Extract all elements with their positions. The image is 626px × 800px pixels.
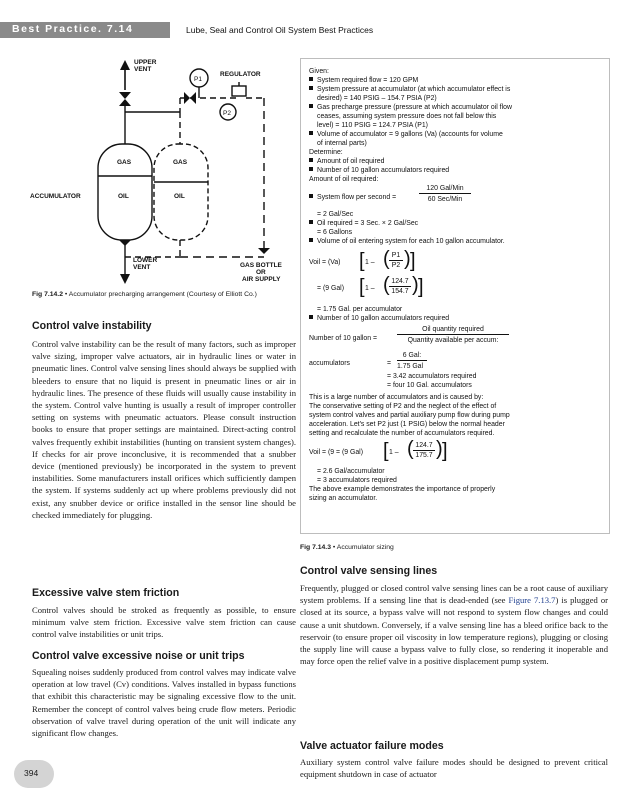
given-precharge-cont1: ceases, assuming system pressure does not fall below this — [317, 113, 497, 120]
paragraph-friction: Control valves should be stroked as frequently as possible, to ensure minimum valve stem friction. Excessive valve stem friction can cause control valve instabilities or unit trips. — [32, 605, 296, 640]
gas-right-label: GAS — [173, 159, 188, 166]
accumulator-precharging-diagram — [28, 52, 298, 288]
gas-bottle-label: GAS BOTTLE OR AIR SUPPLY — [240, 262, 282, 283]
fig-credit: (Courtesy of Elliott Co.) — [186, 291, 257, 298]
bracket2-close: ] — [418, 276, 424, 298]
flow-numerator: 120 Gal/Min — [419, 184, 471, 194]
bracket2-open: [ — [359, 276, 365, 298]
oil-right-label: OIL — [174, 193, 185, 200]
paren3-close: ) — [436, 438, 443, 460]
determine-accumulators: Number of 10 gallon accumulators required — [309, 166, 449, 175]
frac3-124-7: 124.7 — [413, 441, 435, 451]
fig-caption-text-2: Accumulator sizing — [336, 544, 394, 551]
frac3-175-7: 175.7 — [415, 452, 433, 459]
fig-7-14-2-caption — [32, 290, 272, 299]
section-tab — [0, 22, 170, 38]
heading-control-valve-instability: Control valve instability — [32, 320, 152, 332]
accumulators-word: accumulators — [309, 360, 350, 367]
paren-close: ) — [404, 248, 411, 270]
given-volume-cont: of internal parts) — [317, 140, 367, 147]
given-precharge-cont2: level) = 110 PSIG = 124.7 PSIA (P1) — [317, 122, 428, 129]
bullet: • — [64, 291, 68, 298]
given-pressure: System pressure at accumulator (at which accumulator effect is — [309, 85, 510, 94]
p2-label: P2 — [223, 110, 231, 117]
page-header — [0, 0, 626, 40]
voil-lhs: Voil = (Va) — [309, 259, 341, 266]
large-5: setting and recalculate the number of accumulators required. — [309, 430, 495, 437]
frac-124-7: 124.7 — [389, 277, 411, 287]
oil-left-label: OIL — [118, 193, 129, 200]
v3-lhs: Voil = (9 = (9 Gal) — [309, 449, 364, 456]
paren2-open: ( — [383, 274, 390, 296]
heading-noise: Control valve excessive noise or unit trips — [32, 650, 245, 662]
six-gal: 6 Gal: — [397, 351, 427, 361]
heading-stem-friction: Excessive valve stem friction — [32, 587, 180, 599]
paren3-open: ( — [407, 438, 414, 460]
paren2-close: ) — [412, 274, 419, 296]
large-3: system control valves and partial auxiliary pump flow during pump — [309, 412, 510, 419]
fig-number-2: Fig 7.14.3 — [300, 544, 331, 551]
given-precharge: Gas precharge pressure (pressure at which accumulator oil flow — [309, 103, 512, 112]
flow-result: = 2 Gal/Sec — [317, 211, 354, 218]
n10-numerator: Oil quantity required — [397, 325, 509, 335]
one-minus: 1 – — [365, 259, 375, 266]
running-title: Lube, Seal and Control Oil System Best Practices — [186, 25, 374, 35]
frac-154-7: 154.7 — [391, 288, 409, 295]
one-minus-2: 1 – — [365, 285, 375, 292]
upper-vent-label: UPPER VENT — [134, 59, 157, 73]
fig-caption-text: Accumulator precharging arrangement — [68, 291, 185, 298]
result-four: = four 10 Gal. accumulators — [387, 382, 472, 389]
bracket-close: ] — [410, 250, 416, 272]
heading-actuator-failure: Valve actuator failure modes — [300, 740, 444, 752]
paragraph-noise: Squealing noises suddenly produced from control valves may indicate valve operation at low travel (Cv) conditions. Valves installed in bypass functions that exhibit this characteristic may be signaling excessive flow to the unit. Remember the concept of control valves being crude flow meters. Periodic observation of valve travel during operation of the unit will indicate any significant flow changes. — [32, 667, 296, 739]
given-label: Given: — [309, 68, 329, 75]
regulator-label: REGULATOR — [220, 71, 261, 78]
v3-result: = 2.6 Gal/accumulator — [317, 468, 385, 475]
paragraph-actuator: Auxiliary system control valve failure modes should be designed to prevent critical equipment shutdown in case of actuator — [300, 757, 608, 780]
large-4: acceleration. Let's set P2 just (1 PSIG) below the normal header — [309, 421, 505, 428]
v3-result-2: = 3 accumulators required — [317, 477, 397, 484]
bullet-2: • — [332, 544, 336, 551]
large-2: The conservative setting of P2 and the neglect of the effect of — [309, 403, 497, 410]
paren-open: ( — [383, 248, 390, 270]
p1-frac: P1 — [389, 251, 403, 261]
bracket3-open: [ — [383, 440, 389, 462]
accumulator-sizing-box — [300, 58, 610, 534]
lower-vent-label: LOWER VENT — [133, 257, 158, 271]
page-number — [0, 760, 56, 792]
section-tab-label: Best Practice. 7.14 — [12, 23, 134, 35]
num-acc-label: Number of 10 gallon accumulators required — [309, 314, 449, 323]
fig-7-14-3-caption — [300, 543, 394, 552]
accumulator-label: ACCUMULATOR — [30, 193, 81, 200]
determine-label: Determine: — [309, 149, 343, 156]
oil-required: Oil required = 3 Sec. × 2 Gal/Sec — [309, 219, 418, 228]
one-minus-3: 1 – — [389, 449, 399, 456]
above-1: The above example demonstrates the importance of properly — [309, 486, 496, 493]
result-3-42: = 3.42 accumulators required — [387, 373, 477, 380]
heading-sensing-lines: Control valve sensing lines — [300, 565, 438, 577]
p2-frac: P2 — [391, 262, 401, 269]
voil-result: = 1.75 Gal. per accumulator — [317, 306, 403, 313]
voil2-lhs: = (9 Gal) — [317, 285, 344, 292]
given-volume: Volume of accumulator = 9 gallons (Va) (accounts for volume — [309, 130, 503, 139]
n10-lhs: Number of 10 gallon = — [309, 335, 377, 342]
p1-label: P1 — [194, 76, 202, 83]
volume-each: Volume of oil entering system for each 10 gallon accumulator. — [309, 237, 505, 246]
determine-oil: Amount of oil required — [309, 157, 384, 166]
fig-number: Fig 7.14.2 — [32, 291, 63, 298]
n10-denominator: Quantity available per accum: — [407, 337, 499, 344]
above-2: sizing an accumulator. — [309, 495, 378, 502]
large-1: This is a large number of accumulators and is caused by: — [309, 394, 484, 401]
given-pressure-cont: desired) = 140 PSIG – 154.7 PSIA (P2) — [317, 95, 437, 102]
equals-sign: = — [387, 360, 392, 367]
paragraph-sensing: Frequently, plugged or closed control valve sensing lines can be a root cause of auxiliary system problems. If a sensing line that is dead-ended (see Figure 7.13.7) is plugged or closed at its source, a bypass valve will not respond to system flow changes and could cause a unit shutdown. Conversely, if a valve sensing line has a bleed orifice back to the reservoir (to ensure proper oil viscosity in low temperature regions), plugging or closing the supply line will cause a bypass valve to fully close, so rendering it inoperable and may force open the relief valve in a positive displacement pump system. — [300, 583, 608, 667]
flow-denominator: 60 Sec/Min — [427, 196, 463, 203]
flow-eq-lhs: System flow per second = — [309, 193, 396, 202]
paragraph-instability: Control valve instability can be the result of many factors, such as improper valve sizing, improper valve actuators, air in hydraulic lines or water in pneumatic lines. Control valve sensing lines should always be supplied with bleeders to ensure that no liquid is present in pneumatic lines or air in hydraulic lines. The presence of these fluids will usually cause instability in the system. Control valve hunting is usually a result of improper controller setting on systems with pneumatic actuators. Please consult instruction books to ensure that proper settings are maintained. Direct-acting control valves frequently exhibit instabilities (hunting on transient system changes). If checks for air prove inconclusive, it is recommended that a snubber device (mentioned previously) be incorporated in the system to prevent instabilities. Some manufacturers install orifices which sufficiently dampen the system. If systems suddenly act up where problems previously did not exist, any snubber device or orifice installed in the sensor line should be checked immediately for plugging. — [32, 339, 296, 520]
bracket3-close: ] — [442, 440, 448, 462]
given-flow: System required flow = 120 GPM — [309, 76, 418, 85]
page-number-text: 394 — [24, 768, 39, 778]
one-seven-five-gal: 1.75 Gal — [397, 363, 424, 370]
amount-oil-label: Amount of oil required: — [309, 176, 379, 183]
figure-7-13-7-link[interactable]: Figure 7.13.7 — [508, 595, 556, 606]
bracket-open: [ — [359, 250, 365, 272]
oil-result: = 6 Gallons — [317, 229, 353, 236]
gas-left-label: GAS — [117, 159, 132, 166]
